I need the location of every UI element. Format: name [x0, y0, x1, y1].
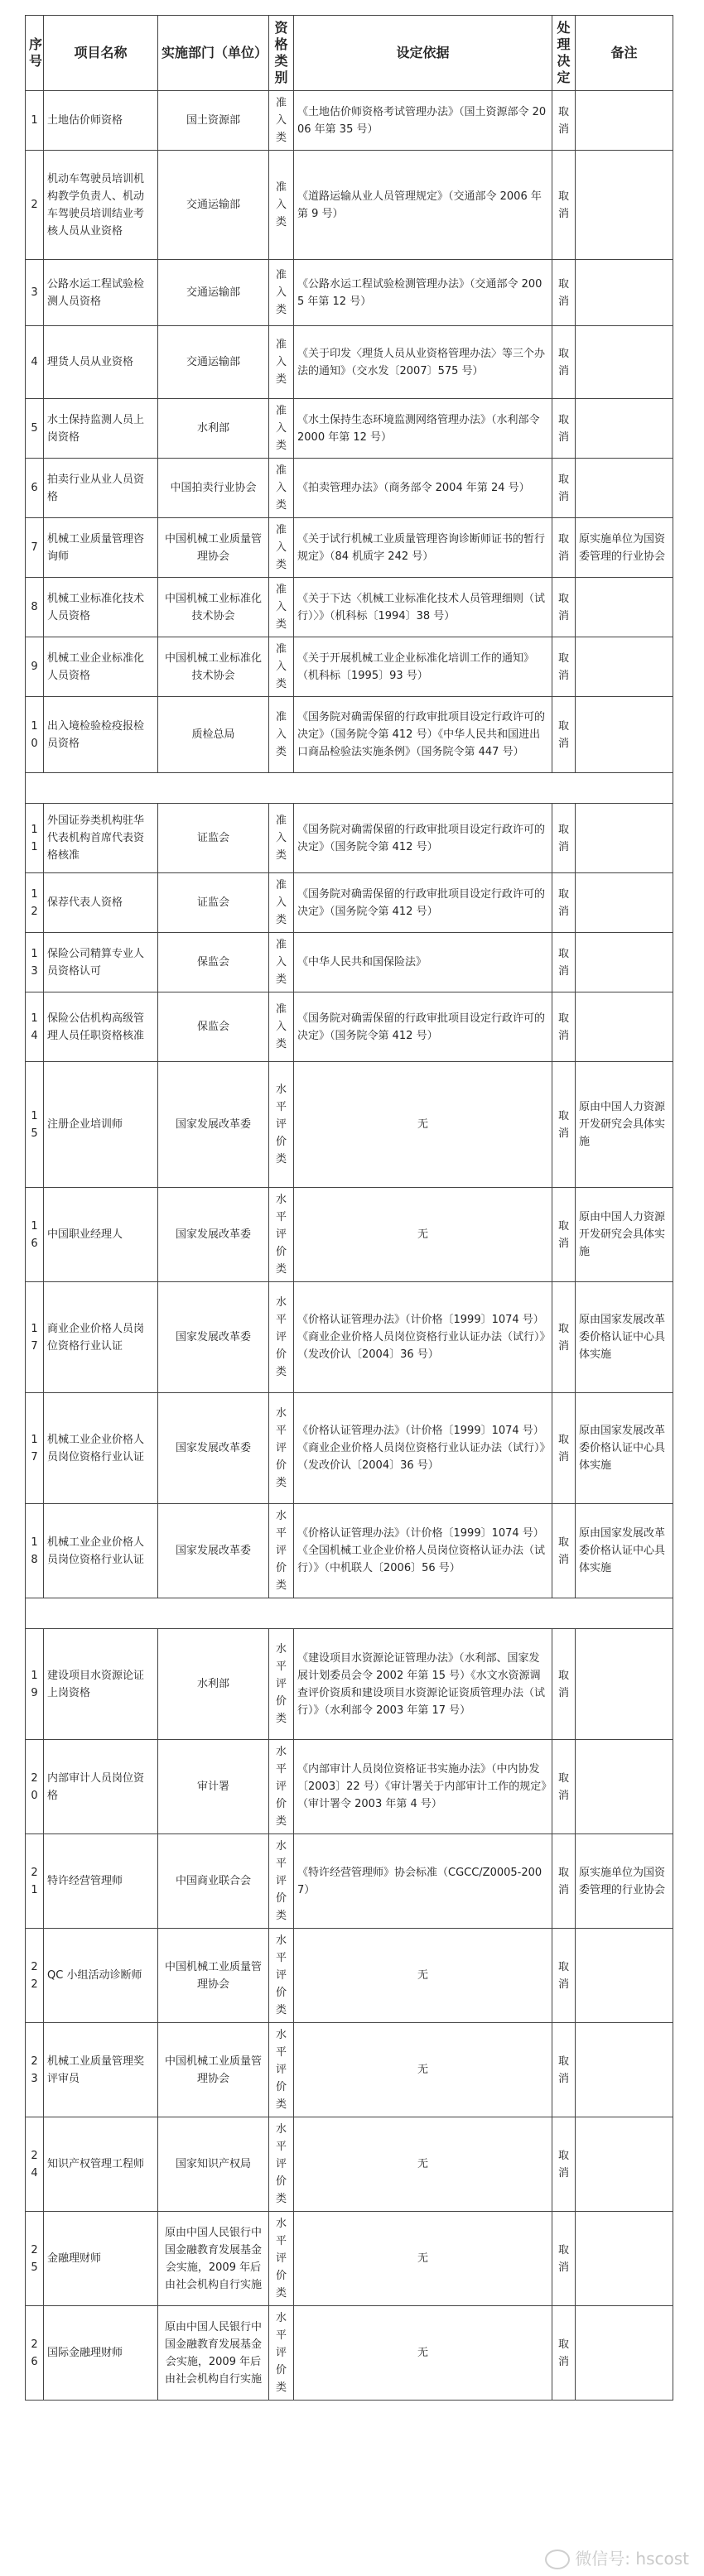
cell-decision: 取消	[552, 992, 576, 1062]
cell-name: 内部审计人员岗位资格	[44, 1740, 158, 1834]
cell-decision: 取消	[552, 459, 576, 518]
cell-type: 准入类	[269, 326, 294, 399]
table-row	[26, 326, 673, 399]
cell-dept: 国家发展改革委	[158, 1188, 269, 1282]
cell-decision: 取消	[552, 399, 576, 459]
cell-remark	[576, 326, 673, 399]
table-row	[26, 2117, 673, 2212]
cell-basis: 《中华人民共和国保险法》	[294, 933, 552, 992]
cell-basis: 无	[294, 2306, 552, 2401]
cell-remark	[576, 933, 673, 992]
cell-name: 知识产权管理工程师	[44, 2117, 158, 2212]
cell-type: 水平评价类	[269, 1282, 294, 1393]
cell-name: 理货人员从业资格	[44, 326, 158, 399]
cell-decision: 取消	[552, 2306, 576, 2401]
cell-type: 准入类	[269, 804, 294, 873]
cell-dept: 交通运输部	[158, 151, 269, 260]
cell-name: 机械工业质量管理咨询师	[44, 518, 158, 578]
cell-dept: 国土资源部	[158, 91, 269, 151]
cell-basis: 无	[294, 2117, 552, 2212]
cell-no: 17	[26, 1393, 44, 1504]
cell-name: 机械工业企业价格人员岗位资格行业认证	[44, 1504, 158, 1598]
cell-dept: 原由中国人民银行中国金融教育发展基金会实施，2009 年后由社会机构自行实施	[158, 2306, 269, 2401]
cell-no: 24	[26, 2117, 44, 2212]
table-row	[26, 518, 673, 578]
cell-dept: 证监会	[158, 804, 269, 873]
cell-type: 水平评价类	[269, 1504, 294, 1598]
cell-dept: 国家发展改革委	[158, 1062, 269, 1188]
cell-remark: 原由国家发展改革委价格认证中心具体实施	[576, 1282, 673, 1393]
table-row	[26, 151, 673, 260]
cell-basis: 《特许经营管理师》协会标准（CGCC/Z0005-2007）	[294, 1834, 552, 1929]
cell-remark	[576, 1740, 673, 1834]
cell-no: 6	[26, 459, 44, 518]
cell-name: QC 小组活动诊断师	[44, 1929, 158, 2023]
cell-name: 机械工业质量管理奖评审员	[44, 2023, 158, 2117]
cell-basis: 《水土保持生态环境监测网络管理办法》（水利部令 2000 年第 12 号）	[294, 399, 552, 459]
cell-type: 准入类	[269, 933, 294, 992]
cell-name: 建设项目水资源论证上岗资格	[44, 1629, 158, 1740]
cell-name: 保险公估机构高级管理人员任职资格核准	[44, 992, 158, 1062]
table-row	[26, 91, 673, 151]
cell-no: 9	[26, 637, 44, 697]
table-row	[26, 1929, 673, 2023]
cell-no: 1	[26, 91, 44, 151]
cell-no: 22	[26, 1929, 44, 2023]
cell-basis: 《价格认证管理办法》（计价格〔1999〕1074 号）《商业企业价格人员岗位资格行业认证办法（试行）》（发改价认〔2004〕36 号）	[294, 1393, 552, 1504]
cell-basis: 无	[294, 1062, 552, 1188]
cell-decision: 取消	[552, 2117, 576, 2212]
header-row	[26, 16, 673, 91]
cell-decision: 取消	[552, 1393, 576, 1504]
cell-type: 水平评价类	[269, 2306, 294, 2401]
cell-remark: 原由中国人力资源开发研究会具体实施	[576, 1188, 673, 1282]
qualification-table	[25, 15, 673, 2401]
watermark	[545, 2545, 689, 2570]
cell-type: 准入类	[269, 873, 294, 933]
cell-dept: 中国机械工业质量管理协会	[158, 1929, 269, 2023]
cell-basis: 《价格认证管理办法》（计价格〔1999〕1074 号）《商业企业价格人员岗位资格行业认证办法（试行）》（发改价认〔2004〕36 号）	[294, 1282, 552, 1393]
table-row	[26, 2212, 673, 2306]
cell-dept: 保监会	[158, 933, 269, 992]
cell-remark	[576, 260, 673, 326]
cell-type: 水平评价类	[269, 2212, 294, 2306]
header-decision: 处理决定	[552, 16, 576, 91]
watermark-text: 微信号: hscost	[575, 2548, 689, 2569]
table-row	[26, 399, 673, 459]
header-no: 序号	[26, 16, 44, 91]
cell-no: 18	[26, 1504, 44, 1598]
cell-dept: 水利部	[158, 1629, 269, 1740]
cell-type: 水平评价类	[269, 1740, 294, 1834]
cell-type: 水平评价类	[269, 1929, 294, 2023]
cell-dept: 中国拍卖行业协会	[158, 459, 269, 518]
table-row	[26, 1740, 673, 1834]
cell-dept: 国家发展改革委	[158, 1282, 269, 1393]
cell-no: 23	[26, 2023, 44, 2117]
cell-remark	[576, 873, 673, 933]
cell-basis: 《关于印发〈理货人员从业资格管理办法〉等三个办法的通知》（交水发〔2007〕575 号）	[294, 326, 552, 399]
cell-no: 3	[26, 260, 44, 326]
cell-name: 国际金融理财师	[44, 2306, 158, 2401]
cell-name: 拍卖行业从业人员资格	[44, 459, 158, 518]
cell-basis: 《建设项目水资源论证管理办法》（水利部、国家发展计划委员会令 2002 年第 15 号）《水文水资源调查评价资质和建设项目水资源论证资质管理办法（试行）》（水利部令 2003 年第 17 号）	[294, 1629, 552, 1740]
cell-decision: 取消	[552, 578, 576, 637]
cell-name: 外国证券类机构驻华代表机构首席代表资格核准	[44, 804, 158, 873]
cell-dept: 国家知识产权局	[158, 2117, 269, 2212]
cell-basis: 《土地估价师资格考试管理办法》（国土资源部令 2006 年第 35 号）	[294, 91, 552, 151]
cell-dept: 国家发展改革委	[158, 1504, 269, 1598]
cell-basis: 《关于试行机械工业质量管理咨询诊断师证书的暂行规定》（84 机质字 242 号）	[294, 518, 552, 578]
table-row	[26, 804, 673, 873]
cell-type: 水平评价类	[269, 2023, 294, 2117]
cell-basis: 《国务院对确需保留的行政审批项目设定行政许可的决定》（国务院令第 412 号）《中华人民共和国进出口商品检验法实施条例》（国务院令第 447 号）	[294, 697, 552, 773]
cell-remark	[576, 2306, 673, 2401]
cell-remark	[576, 399, 673, 459]
cell-no: 2	[26, 151, 44, 260]
cell-dept: 原由中国人民银行中国金融教育发展基金会实施，2009 年后由社会机构自行实施	[158, 2212, 269, 2306]
table-row	[26, 1188, 673, 1282]
cell-remark: 原由国家发展改革委价格认证中心具体实施	[576, 1504, 673, 1598]
cell-type: 准入类	[269, 260, 294, 326]
cell-remark	[576, 992, 673, 1062]
cell-remark	[576, 2212, 673, 2306]
cell-type: 准入类	[269, 151, 294, 260]
cell-no: 16	[26, 1188, 44, 1282]
cell-no: 12	[26, 873, 44, 933]
cell-name: 金融理财师	[44, 2212, 158, 2306]
wechat-icon	[545, 2550, 570, 2569]
cell-no: 11	[26, 804, 44, 873]
header-type: 资格类别	[269, 16, 294, 91]
page-break-row	[26, 773, 673, 804]
cell-decision: 取消	[552, 1629, 576, 1740]
cell-type: 准入类	[269, 518, 294, 578]
table-row	[26, 1282, 673, 1393]
cell-no: 25	[26, 2212, 44, 2306]
table-row	[26, 1504, 673, 1598]
cell-basis: 《国务院对确需保留的行政审批项目设定行政许可的决定》（国务院令第 412 号）	[294, 992, 552, 1062]
header-dept: 实施部门（单位）	[158, 16, 269, 91]
cell-type: 准入类	[269, 399, 294, 459]
cell-decision: 取消	[552, 260, 576, 326]
cell-no: 21	[26, 1834, 44, 1929]
cell-remark: 原由国家发展改革委价格认证中心具体实施	[576, 1393, 673, 1504]
cell-type: 水平评价类	[269, 1629, 294, 1740]
cell-type: 准入类	[269, 637, 294, 697]
cell-decision: 取消	[552, 2212, 576, 2306]
cell-basis: 无	[294, 1929, 552, 2023]
cell-no: 13	[26, 933, 44, 992]
header-basis: 设定依据	[294, 16, 552, 91]
cell-dept: 交通运输部	[158, 260, 269, 326]
cell-no: 7	[26, 518, 44, 578]
cell-name: 机械工业企业价格人员岗位资格行业认证	[44, 1393, 158, 1504]
table-row	[26, 2023, 673, 2117]
cell-decision: 取消	[552, 637, 576, 697]
cell-dept: 质检总局	[158, 697, 269, 773]
table-row	[26, 933, 673, 992]
cell-basis: 《道路运输从业人员管理规定》（交通部令 2006 年第 9 号）	[294, 151, 552, 260]
cell-no: 17	[26, 1282, 44, 1393]
cell-remark	[576, 1629, 673, 1740]
cell-decision: 取消	[552, 1740, 576, 1834]
cell-no: 20	[26, 1740, 44, 1834]
cell-type: 准入类	[269, 578, 294, 637]
cell-decision: 取消	[552, 1834, 576, 1929]
cell-name: 商业企业价格人员岗位资格行业认证	[44, 1282, 158, 1393]
cell-dept: 保监会	[158, 992, 269, 1062]
cell-dept: 中国机械工业质量管理协会	[158, 2023, 269, 2117]
cell-basis: 无	[294, 2023, 552, 2117]
cell-dept: 国家发展改革委	[158, 1393, 269, 1504]
cell-no: 15	[26, 1062, 44, 1188]
cell-no: 10	[26, 697, 44, 773]
cell-type: 准入类	[269, 992, 294, 1062]
cell-name: 特许经营管理师	[44, 1834, 158, 1929]
cell-no: 4	[26, 326, 44, 399]
cell-dept: 证监会	[158, 873, 269, 933]
cell-name: 注册企业培训师	[44, 1062, 158, 1188]
cell-remark	[576, 697, 673, 773]
cell-decision: 取消	[552, 933, 576, 992]
cell-name: 土地估价师资格	[44, 91, 158, 151]
header-name: 项目名称	[44, 16, 158, 91]
cell-remark	[576, 578, 673, 637]
cell-type: 水平评价类	[269, 1062, 294, 1188]
cell-dept: 中国机械工业质量管理协会	[158, 518, 269, 578]
cell-type: 准入类	[269, 697, 294, 773]
cell-basis: 《拍卖管理办法》（商务部令 2004 年第 24 号）	[294, 459, 552, 518]
cell-remark	[576, 1929, 673, 2023]
cell-decision: 取消	[552, 151, 576, 260]
cell-name: 出入境检验检疫报检员资格	[44, 697, 158, 773]
cell-name: 公路水运工程试验检测人员资格	[44, 260, 158, 326]
cell-basis: 《价格认证管理办法》（计价格〔1999〕1074 号）《全国机械工业企业价格人员岗位资格认证办法（试行）》（中机联人〔2006〕56 号）	[294, 1504, 552, 1598]
cell-name: 水土保持监测人员上岗资格	[44, 399, 158, 459]
cell-name: 机械工业标准化技术人员资格	[44, 578, 158, 637]
table-row	[26, 1393, 673, 1504]
document-page	[25, 15, 673, 2401]
cell-basis: 无	[294, 1188, 552, 1282]
cell-dept: 审计署	[158, 1740, 269, 1834]
cell-type: 水平评价类	[269, 1834, 294, 1929]
page-break-cell	[26, 773, 673, 804]
cell-name: 保险公司精算专业人员资格认可	[44, 933, 158, 992]
cell-decision: 取消	[552, 2023, 576, 2117]
cell-name: 保荐代表人资格	[44, 873, 158, 933]
cell-no: 26	[26, 2306, 44, 2401]
page-break-cell	[26, 1598, 673, 1629]
cell-decision: 取消	[552, 873, 576, 933]
cell-decision: 取消	[552, 697, 576, 773]
table-row	[26, 260, 673, 326]
table-row	[26, 1629, 673, 1740]
cell-dept: 中国商业联合会	[158, 1834, 269, 1929]
cell-remark	[576, 91, 673, 151]
cell-decision: 取消	[552, 1282, 576, 1393]
cell-remark	[576, 459, 673, 518]
cell-type: 水平评价类	[269, 2117, 294, 2212]
cell-basis: 《关于下达〈机械工业标准化技术人员管理细则（试行）〉》（机科标〔1994〕38 号）	[294, 578, 552, 637]
cell-dept: 中国机械工业标准化技术协会	[158, 578, 269, 637]
cell-remark	[576, 151, 673, 260]
cell-dept: 水利部	[158, 399, 269, 459]
cell-remark	[576, 804, 673, 873]
table-row	[26, 1062, 673, 1188]
cell-decision: 取消	[552, 518, 576, 578]
cell-no: 5	[26, 399, 44, 459]
cell-basis: 《关于开展机械工业企业标准化培训工作的通知》（机科标〔1995〕93 号）	[294, 637, 552, 697]
cell-type: 水平评价类	[269, 1188, 294, 1282]
cell-decision: 取消	[552, 91, 576, 151]
cell-decision: 取消	[552, 1062, 576, 1188]
cell-basis: 《内部审计人员岗位资格证书实施办法》（中内协发〔2003〕22 号）《审计署关于内部审计工作的规定》（审计署令 2003 年第 4 号）	[294, 1740, 552, 1834]
cell-type: 准入类	[269, 91, 294, 151]
cell-basis: 无	[294, 2212, 552, 2306]
cell-decision: 取消	[552, 804, 576, 873]
cell-decision: 取消	[552, 1929, 576, 2023]
cell-basis: 《公路水运工程试验检测管理办法》（交通部令 2005 年第 12 号）	[294, 260, 552, 326]
cell-remark	[576, 2023, 673, 2117]
cell-name: 机动车驾驶员培训机构教学负责人、机动车驾驶员培训结业考核人员从业资格	[44, 151, 158, 260]
cell-remark: 原由中国人力资源开发研究会具体实施	[576, 1062, 673, 1188]
cell-remark: 原实施单位为国资委管理的行业协会	[576, 1834, 673, 1929]
cell-type: 水平评价类	[269, 1393, 294, 1504]
cell-name: 机械工业企业标准化人员资格	[44, 637, 158, 697]
cell-decision: 取消	[552, 1188, 576, 1282]
table-row	[26, 697, 673, 773]
table-row	[26, 578, 673, 637]
cell-basis: 《国务院对确需保留的行政审批项目设定行政许可的决定》（国务院令第 412 号）	[294, 804, 552, 873]
cell-dept: 交通运输部	[158, 326, 269, 399]
table-row	[26, 459, 673, 518]
cell-name: 中国职业经理人	[44, 1188, 158, 1282]
header-remark: 备注	[576, 16, 673, 91]
cell-type: 准入类	[269, 459, 294, 518]
cell-no: 14	[26, 992, 44, 1062]
cell-basis: 《国务院对确需保留的行政审批项目设定行政许可的决定》（国务院令第 412 号）	[294, 873, 552, 933]
cell-remark	[576, 637, 673, 697]
cell-no: 19	[26, 1629, 44, 1740]
table-body	[26, 91, 673, 2401]
cell-decision: 取消	[552, 1504, 576, 1598]
table-row	[26, 2306, 673, 2401]
cell-dept: 中国机械工业标准化技术协会	[158, 637, 269, 697]
table-row	[26, 637, 673, 697]
cell-no: 8	[26, 578, 44, 637]
table-row	[26, 873, 673, 933]
page-break-row	[26, 1598, 673, 1629]
table-row	[26, 992, 673, 1062]
cell-remark	[576, 2117, 673, 2212]
cell-decision: 取消	[552, 326, 576, 399]
cell-remark: 原实施单位为国资委管理的行业协会	[576, 518, 673, 578]
table-row	[26, 1834, 673, 1929]
